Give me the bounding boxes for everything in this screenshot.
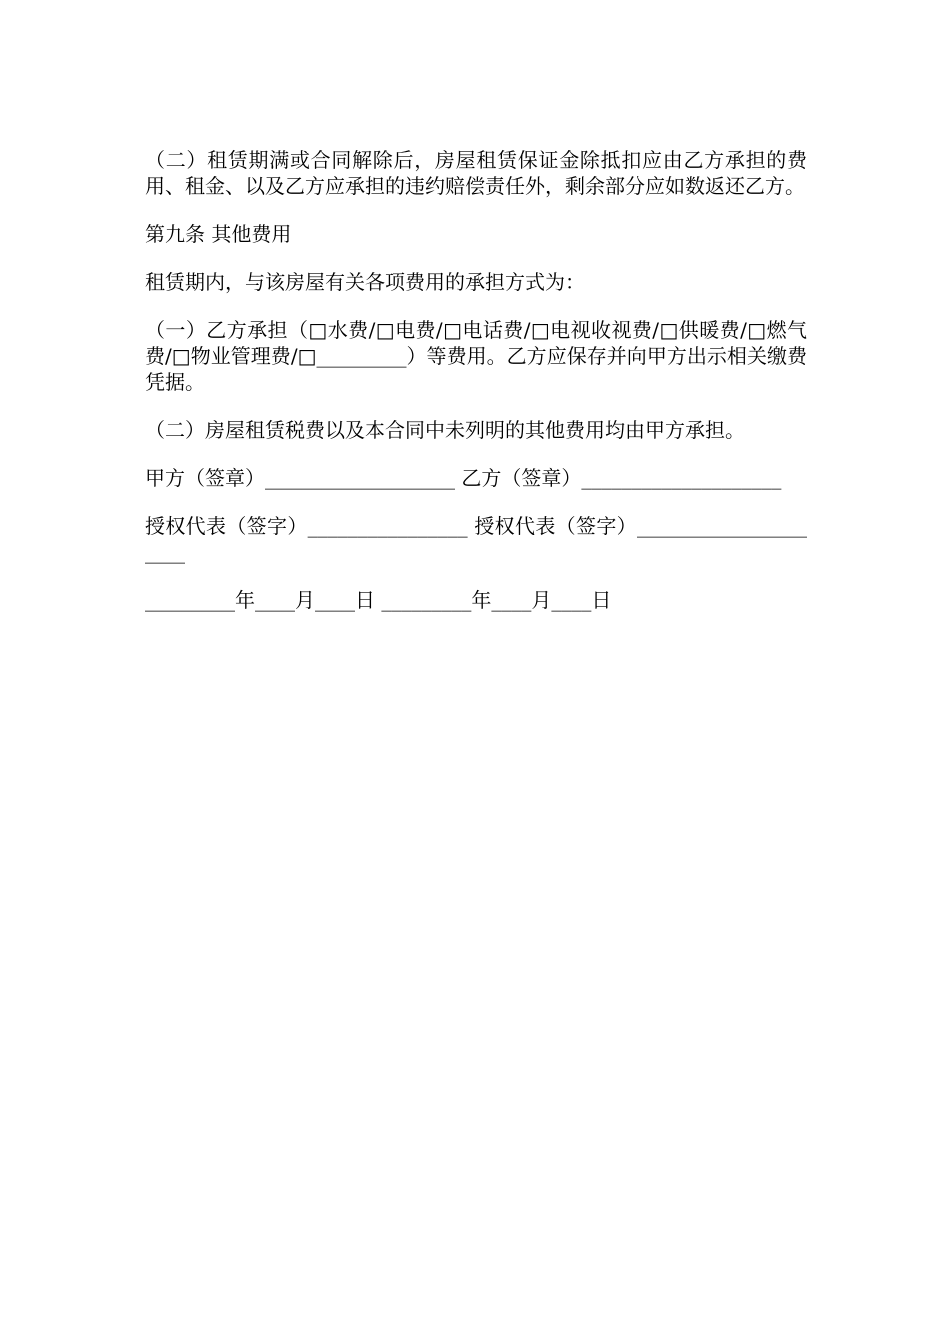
clause-9-intro: 租赁期内，与该房屋有关各项费用的承担方式为： <box>145 270 585 294</box>
clause-8-item-2: （二）租赁期满或合同解除后，房屋租赁保证金除抵扣应由乙方承担的费用、租金、以及乙方应承担的违约赔偿责任外，剩余部分应如数返还乙方。 <box>145 148 807 198</box>
document-body <box>145 147 807 635</box>
agent-signature-line: 授权代表（签字）________________ 授权代表（签字）_____________________ <box>145 514 807 564</box>
date-line: _________年____月____日 _________年____月____日 <box>145 588 612 612</box>
clause-9-item-1: （一）乙方承担（□水费/□电费/□电话费/□电视收视费/□供暖费/□燃气费/□物业管理费/□_________）等费用。乙方应保存并向甲方出示相关缴费凭据。 <box>145 318 807 394</box>
clause-9-item-2: （二）房屋租赁税费以及本合同中未列明的其他费用均由甲方承担。 <box>145 418 745 442</box>
clause-9-heading: 第九条 其他费用 <box>145 222 292 246</box>
party-signature-line: 甲方（签章）___________________ 乙方（签章）____________________ <box>145 466 782 490</box>
